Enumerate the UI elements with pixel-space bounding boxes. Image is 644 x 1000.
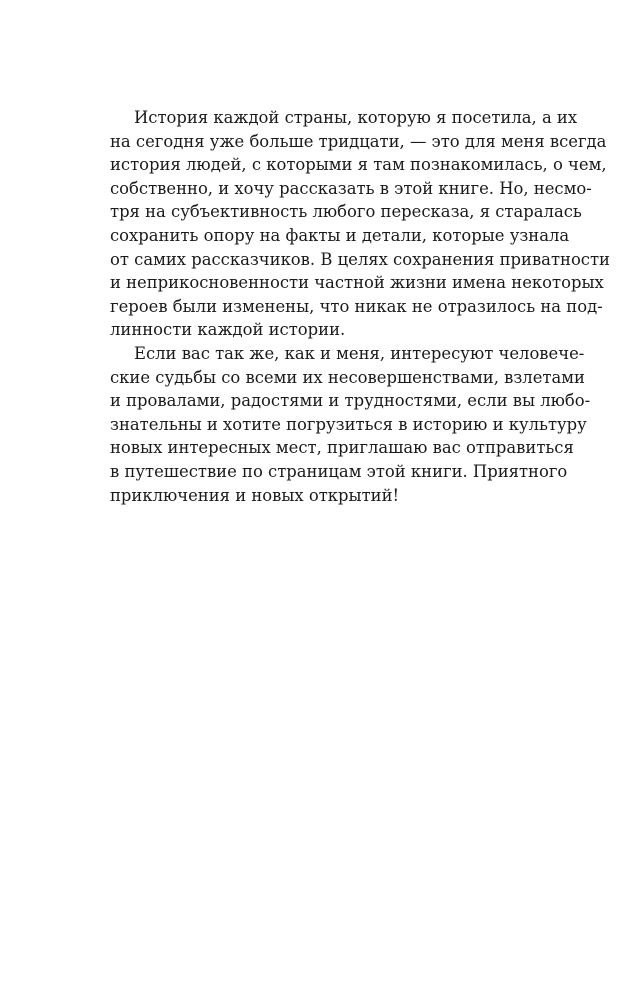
- text-line: героев были изменены, что никак не отразилось на под-: [110, 296, 603, 316]
- text-line: и неприкосновенности частной жизни имена некоторых: [110, 273, 604, 293]
- text-line: ские судьбы со всеми их несовершенствами, взлетами: [110, 367, 585, 387]
- text-line: на сегодня уже больше тридцати, — это для меня всегда: [110, 131, 607, 151]
- text-line: Если вас так же, как и меня, интересуют человече-: [134, 343, 585, 363]
- text-line: и провалами, радостями и трудностями, если вы любо-: [110, 391, 591, 411]
- text-line: от самих рассказчиков. В целях сохранения приватности: [110, 249, 610, 269]
- body-text: [110, 106, 610, 507]
- text-line: История каждой страны, которую я посетила, а их: [134, 108, 578, 127]
- text-line: новых интересных мест, приглашаю вас отправиться: [110, 438, 574, 458]
- text-line: тря на субъективность любого пересказа, я старалась: [110, 202, 582, 222]
- text-line: история людей, с которыми я там познакомилась, о чем,: [110, 155, 607, 175]
- paragraph-2: [110, 342, 591, 507]
- text-line: линности каждой истории.: [110, 320, 346, 340]
- text-line: приключения и новых открытий!: [110, 485, 400, 505]
- text-line: сохранить опору на факты и детали, которые узнала: [110, 225, 570, 245]
- text-line: знательны и хотите погрузиться в историю и культуру: [110, 414, 587, 434]
- paragraph-1: [110, 106, 610, 342]
- text-line: собственно, и хочу рассказать в этой книге. Но, несмо-: [110, 178, 592, 198]
- text-line: в путешествие по страницам этой книги. Приятного: [110, 461, 568, 481]
